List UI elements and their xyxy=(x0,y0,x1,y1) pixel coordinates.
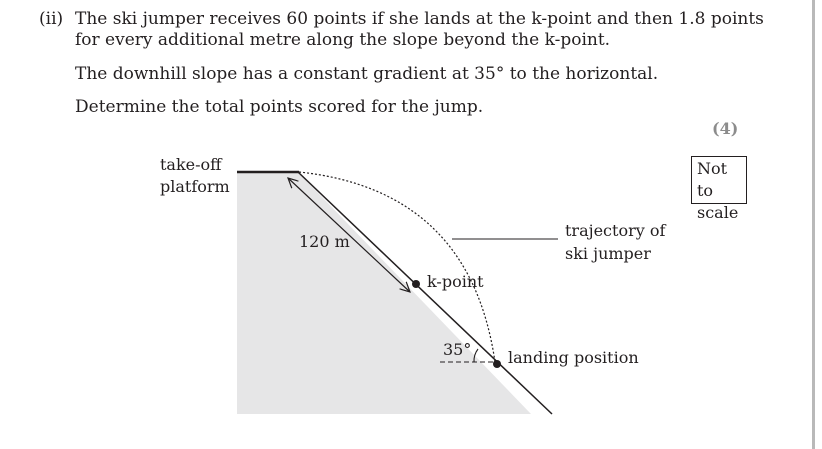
angle-label: 35° xyxy=(443,340,472,359)
distance-label: 120 m xyxy=(299,232,350,251)
not-to-scale-line-2: scale xyxy=(697,203,739,222)
question-text-line-2: for every additional metre along the slope beyond the k-point. xyxy=(75,30,611,50)
trajectory-label-line-2: ski jumper xyxy=(565,244,651,263)
question-text-line-4: Determine the total points scored for the jump. xyxy=(75,97,484,117)
landing-dot xyxy=(493,360,501,368)
kpoint-label: k-point xyxy=(427,272,484,291)
landing-label: landing position xyxy=(508,348,639,367)
trajectory-label-line-1: trajectory of xyxy=(565,221,666,240)
takeoff-label-line-1: take-off xyxy=(160,155,222,174)
hill-ground-region xyxy=(237,172,531,414)
not-to-scale-line-1: Not to xyxy=(697,159,728,200)
question-text-line-1: The ski jumper receives 60 points if she lands at the k-point and then 1.8 points xyxy=(75,9,764,29)
question-number: (ii) xyxy=(39,9,64,29)
question-text-line-3: The downhill slope has a constant gradient at 35° to the horizontal. xyxy=(75,64,659,84)
takeoff-label-line-2: platform xyxy=(160,177,230,196)
kpoint-dot xyxy=(412,280,420,288)
marks-label: (4) xyxy=(712,119,739,138)
